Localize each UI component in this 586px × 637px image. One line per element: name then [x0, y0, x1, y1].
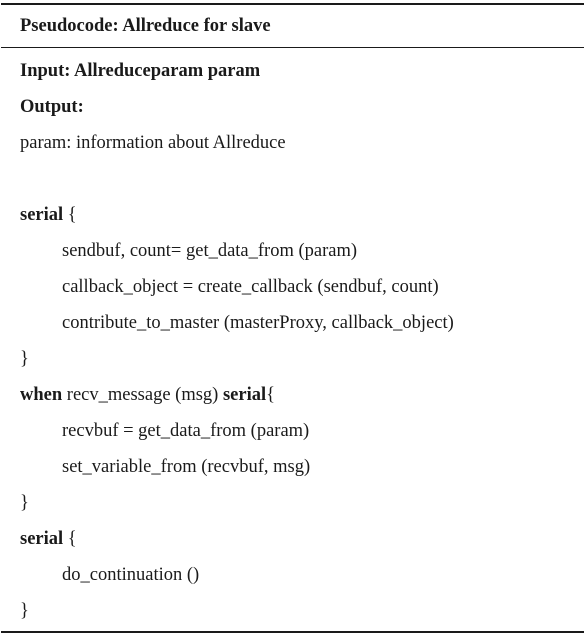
code-line: sendbuf, count= get_data_from (param)	[62, 241, 358, 261]
when-call: recv_message (msg)	[62, 385, 223, 405]
bottom-rule	[1, 631, 584, 633]
open-brace: {	[63, 205, 77, 225]
open-brace: {	[266, 385, 275, 405]
code-line: set_variable_from (recvbuf, msg)	[62, 457, 311, 477]
serial-block-2-open	[20, 528, 77, 550]
header-rule	[1, 47, 584, 48]
when-block-open	[20, 384, 275, 406]
top-rule	[1, 3, 584, 5]
close-brace: }	[20, 349, 29, 369]
close-brace: }	[20, 493, 29, 513]
serial-block-1-open	[20, 204, 77, 226]
code-line: do_continuation ()	[62, 565, 200, 585]
open-brace: {	[63, 529, 77, 549]
code-line: recvbuf = get_data_from (param)	[62, 421, 310, 441]
code-line: callback_object = create_callback (sendbuf, count)	[62, 277, 439, 297]
pseudocode-title: Pseudocode: Allreduce for slave	[20, 16, 271, 36]
serial-keyword: serial	[222, 385, 267, 405]
input-line: Input: Allreduceparam param	[20, 61, 261, 81]
serial-keyword: serial	[20, 205, 64, 225]
serial-keyword: serial	[20, 529, 64, 549]
when-keyword: when	[20, 385, 63, 405]
param-description: param: information about Allreduce	[20, 133, 286, 153]
output-line: Output:	[20, 97, 84, 117]
code-line: contribute_to_master (masterProxy, callback_object)	[62, 313, 454, 333]
close-brace: }	[20, 601, 29, 621]
